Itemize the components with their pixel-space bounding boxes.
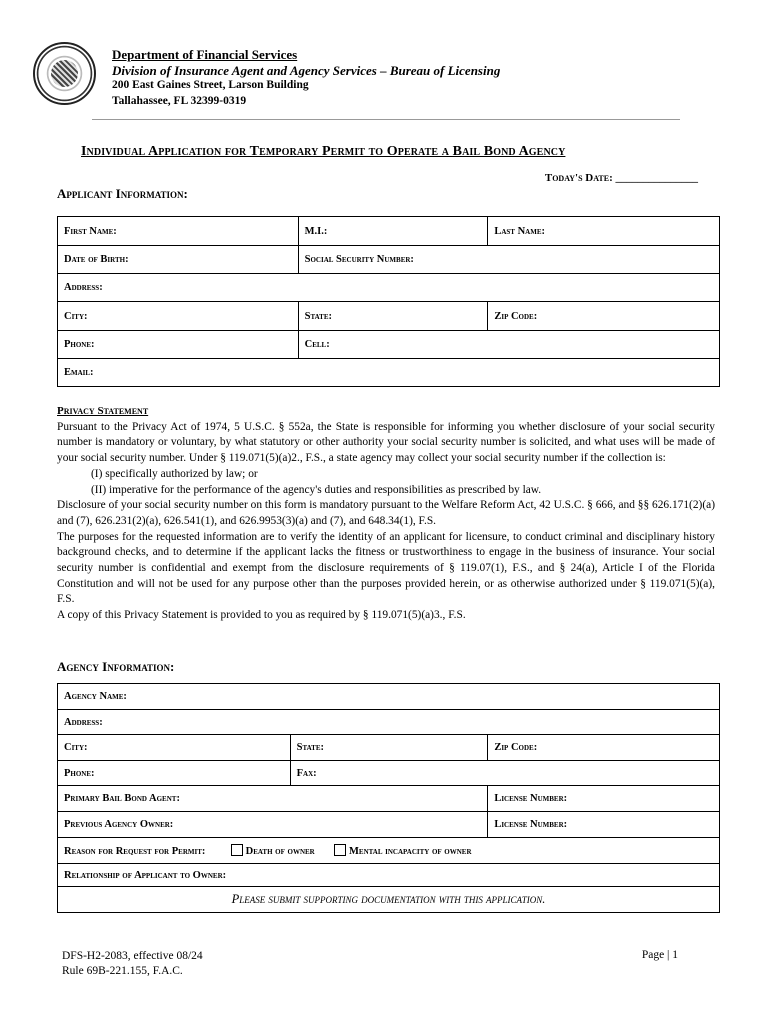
agency-state-field[interactable]: State: xyxy=(290,735,488,761)
mental-checkbox[interactable] xyxy=(334,844,346,856)
agency-phone-field[interactable]: Phone: xyxy=(58,761,291,786)
agency-address-field[interactable]: Address: xyxy=(58,710,720,735)
primary-agent-field[interactable]: Primary Bail Bond Agent: xyxy=(58,786,488,812)
email-field[interactable]: Email: xyxy=(58,359,720,387)
seal-center xyxy=(51,60,78,87)
dob-field[interactable]: Date of Birth: xyxy=(58,246,299,274)
zip-field[interactable]: Zip Code: xyxy=(488,302,720,331)
state-seal-logo xyxy=(33,42,96,105)
death-label: Death of owner xyxy=(245,846,315,857)
city-field[interactable]: City: xyxy=(58,302,299,331)
privacy-item-2: (II) imperative for the performance of the agency's duties and responsibilities as prescribed by law. xyxy=(91,483,542,496)
letterhead xyxy=(112,47,526,109)
privacy-heading: Privacy Statement xyxy=(57,405,149,417)
last-name-field[interactable]: Last Name: xyxy=(488,217,720,246)
department-name: Department of Financial Services xyxy=(112,47,298,62)
agency-fax-field[interactable]: Fax: xyxy=(290,761,719,786)
agency-section-heading: Agency Information: xyxy=(57,659,175,674)
previous-owner-field[interactable]: Previous Agency Owner: xyxy=(58,812,488,838)
agency-city-field[interactable]: City: xyxy=(58,735,291,761)
ssn-field[interactable]: Social Security Number: xyxy=(298,246,719,274)
privacy-statement xyxy=(57,404,715,624)
relationship-field[interactable]: Relationship of Applicant to Owner: xyxy=(58,864,720,887)
mental-label: Mental incapacity of owner xyxy=(348,846,472,857)
agency-table xyxy=(57,683,720,913)
applicant-table xyxy=(57,216,720,387)
agency-name-field[interactable]: Agency Name: xyxy=(58,684,720,710)
license-number-2-field[interactable]: License Number: xyxy=(488,812,720,838)
privacy-paragraph-3: The purposes for the requested information are to verify the identity of an applicant for licensure, to conduct criminal and disciplinary history background checks, and to determine if the applicant lacks the fitness or trustworthiness to engage in the business of insurance. Your social security number is confidential and exempt from the disclosure requirements of § 119.07(1), F.S., and § 24(a), Article I of the Florida Constitution and will not be used for any purpose other than the purposes provided herein, or as otherwise authorized under § 119.071(5)(a), F.S. xyxy=(57,530,715,606)
privacy-paragraph-4: A copy of this Privacy Statement is provided to you as required by § 119.071(5)(a)3., F.S. xyxy=(57,609,466,622)
state-field[interactable]: State: xyxy=(298,302,488,331)
page-number: Page | 1 xyxy=(641,949,678,961)
phone-field[interactable]: Phone: xyxy=(58,331,299,359)
applicant-section-heading: Applicant Information: xyxy=(57,186,188,201)
privacy-paragraph-2: Disclosure of your social security number on this form is mandatory pursuant to the Welfare Reform Act, 42 U.S.C. § 666, and §§ 626.171(2)(a) and (7), 626.231(2)(a), 626.541(1), and 626.9953(3)(a) and (7), and 648.34(1), F.S. xyxy=(57,499,715,527)
privacy-paragraph-1: Pursuant to the Privacy Act of 1974, 5 U.S.C. § 552a, the State is responsible for informing you whether disclosure of your social security number is mandatory or voluntary, by what statutory or other authority your social security number is solicited, and what uses will be made of your social security number. Under § 119.071(5)(a)2., F.S., a state agency may collect your social security number if the collection is: xyxy=(57,420,715,465)
supporting-documentation-note: Please submit supporting documentation with this application. xyxy=(58,887,720,913)
license-number-1-field[interactable]: License Number: xyxy=(488,786,720,812)
todays-date-field[interactable]: Today's Date: _______________ xyxy=(544,172,698,184)
form-id: DFS-H2-2083, effective 08/24 xyxy=(62,950,203,962)
agency-zip-field[interactable]: Zip Code: xyxy=(488,735,720,761)
death-checkbox[interactable] xyxy=(231,844,243,856)
address-field[interactable]: Address: xyxy=(58,274,720,302)
privacy-item-1: (I) specifically authorized by law; or xyxy=(91,467,258,480)
rule-reference: Rule 69B-221.155, F.A.C. xyxy=(62,965,183,977)
first-name-field[interactable]: First Name: xyxy=(58,217,299,246)
address-line-1: 200 East Gaines Street, Larson Building xyxy=(112,79,309,91)
address-line-2: Tallahassee, FL 32399-0319 xyxy=(112,94,247,107)
reason-row xyxy=(58,838,720,864)
division-name: Division of Insurance Agent and Agency Services – Bureau of Licensing xyxy=(112,62,501,78)
form-title: Individual Application for Temporary Permit to Operate a Bail Bond Agency xyxy=(81,144,566,159)
header-divider xyxy=(92,119,680,120)
footer-left xyxy=(62,949,203,979)
reason-label: Reason for Request for Permit: xyxy=(64,846,206,857)
mi-field[interactable]: M.I.: xyxy=(298,217,488,246)
cell-field[interactable]: Cell: xyxy=(298,331,719,359)
